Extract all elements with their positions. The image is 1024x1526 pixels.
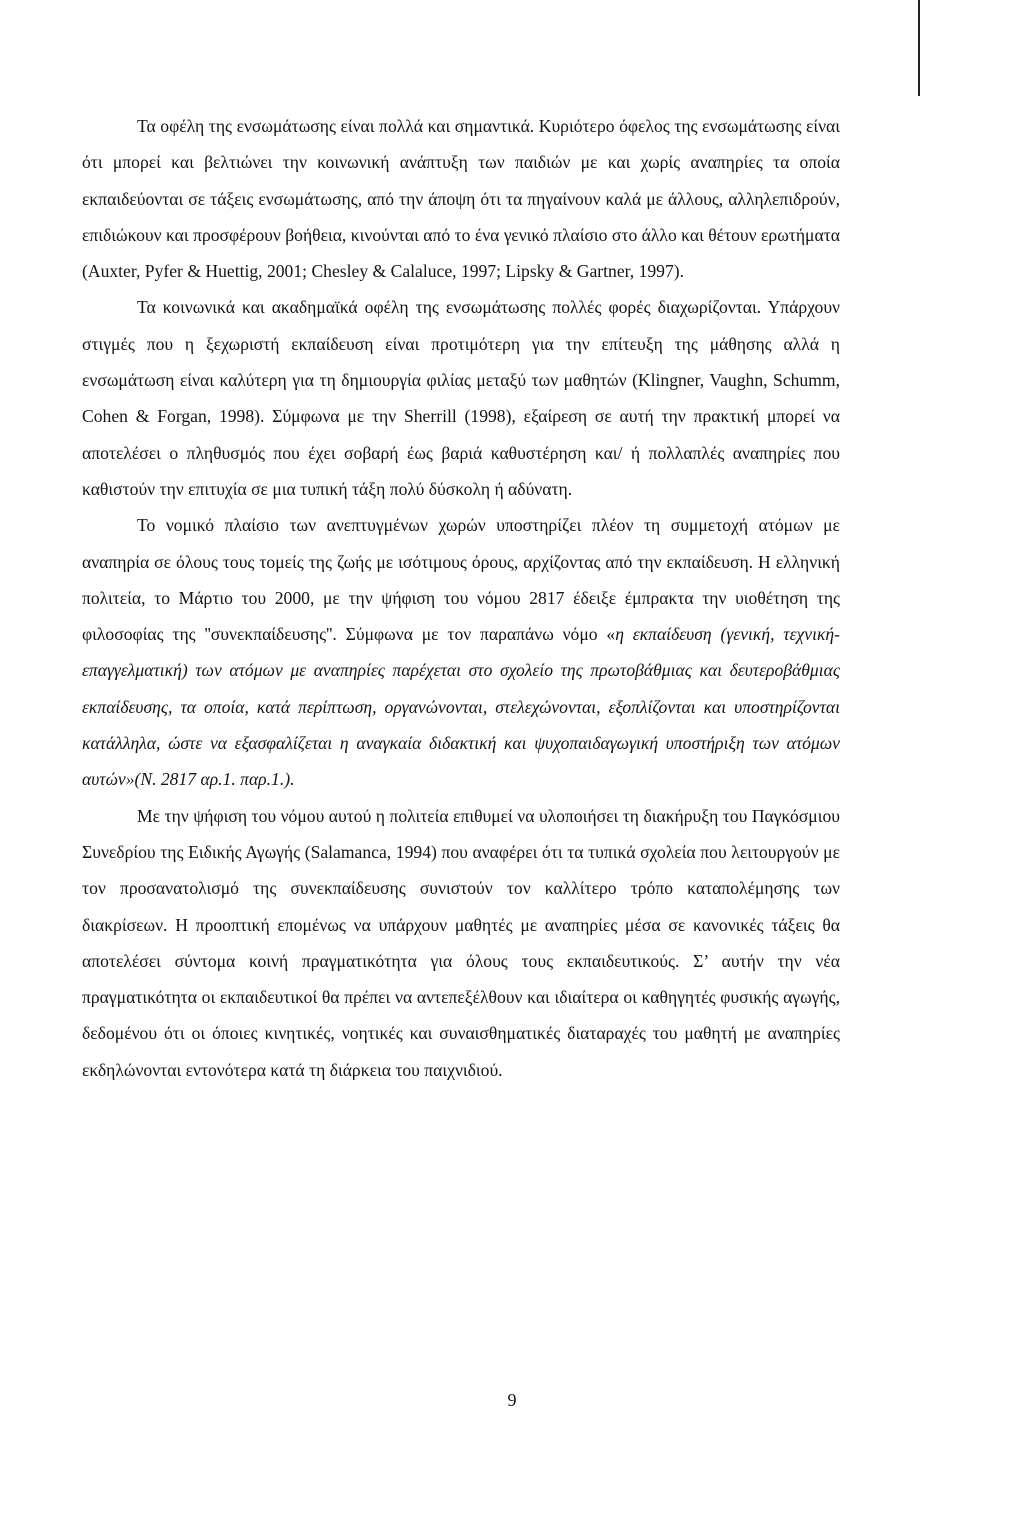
scan-edge-line — [918, 0, 920, 96]
paragraph-2-text: Τα κοινωνικά και ακαδημαϊκά οφέλη της ενσωμάτωσης πολλές φορές διαχωρίζονται. Υπάρχουν στιγμές που η ξεχωριστή εκπαίδευση είναι προτιμότερη για την επίτευξη της μάθησης αλλά η ενσωμάτωση είναι καλύτερη για τη δημιουργία φιλίας μεταξύ των μαθητών (Klingner, Vaughn, Schumm, Cohen & Forgan, 1998). Σύμφωνα με την Sherrill (1998), εξαίρεση σε αυτή την πρακτική μπορεί να αποτελέσει ο πληθυσμός που έχει σοβαρή έως βαριά καθυστέρηση και/ ή πολλαπλές αναπηρίες που καθιστούν την επιτυχία σε μια τυπική τάξη πολύ δύσκολη ή αδύνατη. — [82, 297, 840, 499]
paragraph-1 — [82, 108, 840, 289]
paragraph-2 — [82, 289, 840, 507]
paragraph-1-text: Τα οφέλη της ενσωμάτωσης είναι πολλά και σημαντικά. Κυριότερο όφελος της ενσωμάτωσης είναι ότι μπορεί και βελτιώνει την κοινωνική ανάπτυξη των παιδιών με και χωρίς αναπηρίες τα οποία εκπαιδεύονται σε τάξεις ενσωμάτωσης, από την άποψη ότι τα πηγαίνουν καλά με άλλους, αλληλεπιδρούν, επιδιώκουν και προσφέρουν βοήθεια, κινούνται από το ένα γενικό πλαίσιο στο άλλο και θέτουν ερωτήματα (Auxter, Pyfer & Huettig, 2001; Chesley & Calaluce, 1997; Lipsky & Gartner, 1997). — [82, 116, 840, 282]
paragraph-4 — [82, 798, 840, 1088]
paragraph-4-text: Με την ψήφιση του νόμου αυτού η πολιτεία επιθυμεί να υλοποιήσει τη διακήρυξη του Παγκόσμιου Συνεδρίου της Ειδικής Αγωγής (Salamanca, 1994) που αναφέρει ότι τα τυπικά σχολεία που λειτουργούν με τον προσανατολισμό της συνεκπαίδευσης συνιστούν τον καλλίτερο τρόπο καταπολέμησης των διακρίσεων. Η προοπτική επομένως να υπάρχουν μαθητές με αναπηρίες μέσα σε κανονικές τάξεις θα αποτελέσει σύντομα κοινή πραγματικότητα για όλους τους εκπαιδευτικούς. Σ’ αυτήν την νέα πραγματικότητα οι εκπαιδευτικοί θα πρέπει να αντεπεξέλθουν και ιδιαίτερα οι καθηγητές φυσικής αγωγής, δεδομένου ότι οι όποιες κινητικές, νοητικές και συναισθηματικές διαταραχές του μαθητή με αναπηρίες εκδηλώνονται εντονότερα κατά τη διάρκεια του παιχνιδιού. — [82, 805, 840, 1080]
body-text — [82, 108, 840, 1088]
page-number: 9 — [507, 1390, 517, 1410]
paragraph-3 — [82, 507, 840, 797]
law-quote: η εκπαίδευση (γενική, τεχνική- επαγγελματική) των ατόμων με αναπηρίες παρέχεται στο σχολείο της πρωτοβάθμιας και δευτεροβάθμιας εκπαίδευσης, τα οποία, κατά περίπτωση, οργανώνονται, στελεχώνονται, εξοπλίζονται και υποστηρίζονται κατάλληλα, ώστε να εξασφαλίζεται η αναγκαία διδακτική και ψυχοπαιδαγωγική υποστήριξη των ατόμων αυτών»(Ν. 2817 αρ.1. παρ.1.). — [82, 624, 840, 790]
paragraph-3-text: Το νομικό πλαίσιο των ανεπτυγμένων χωρών υποστηρίζει πλέον τη συμμετοχή ατόμων με αναπηρία σε όλους τους τομείς της ζωής με ισότιμους όρους, αρχίζοντας από την εκπαίδευση. Η ελληνική πολιτεία, το Μάρτιο του 2000, με την ψήφιση του νόμου 2817 έδειξε έμπρακτα την υιοθέτηση της φιλοσοφίας της ''συνεκπαίδευσης''. Σύμφωνα με τον παραπάνω νόμο « — [82, 515, 840, 645]
